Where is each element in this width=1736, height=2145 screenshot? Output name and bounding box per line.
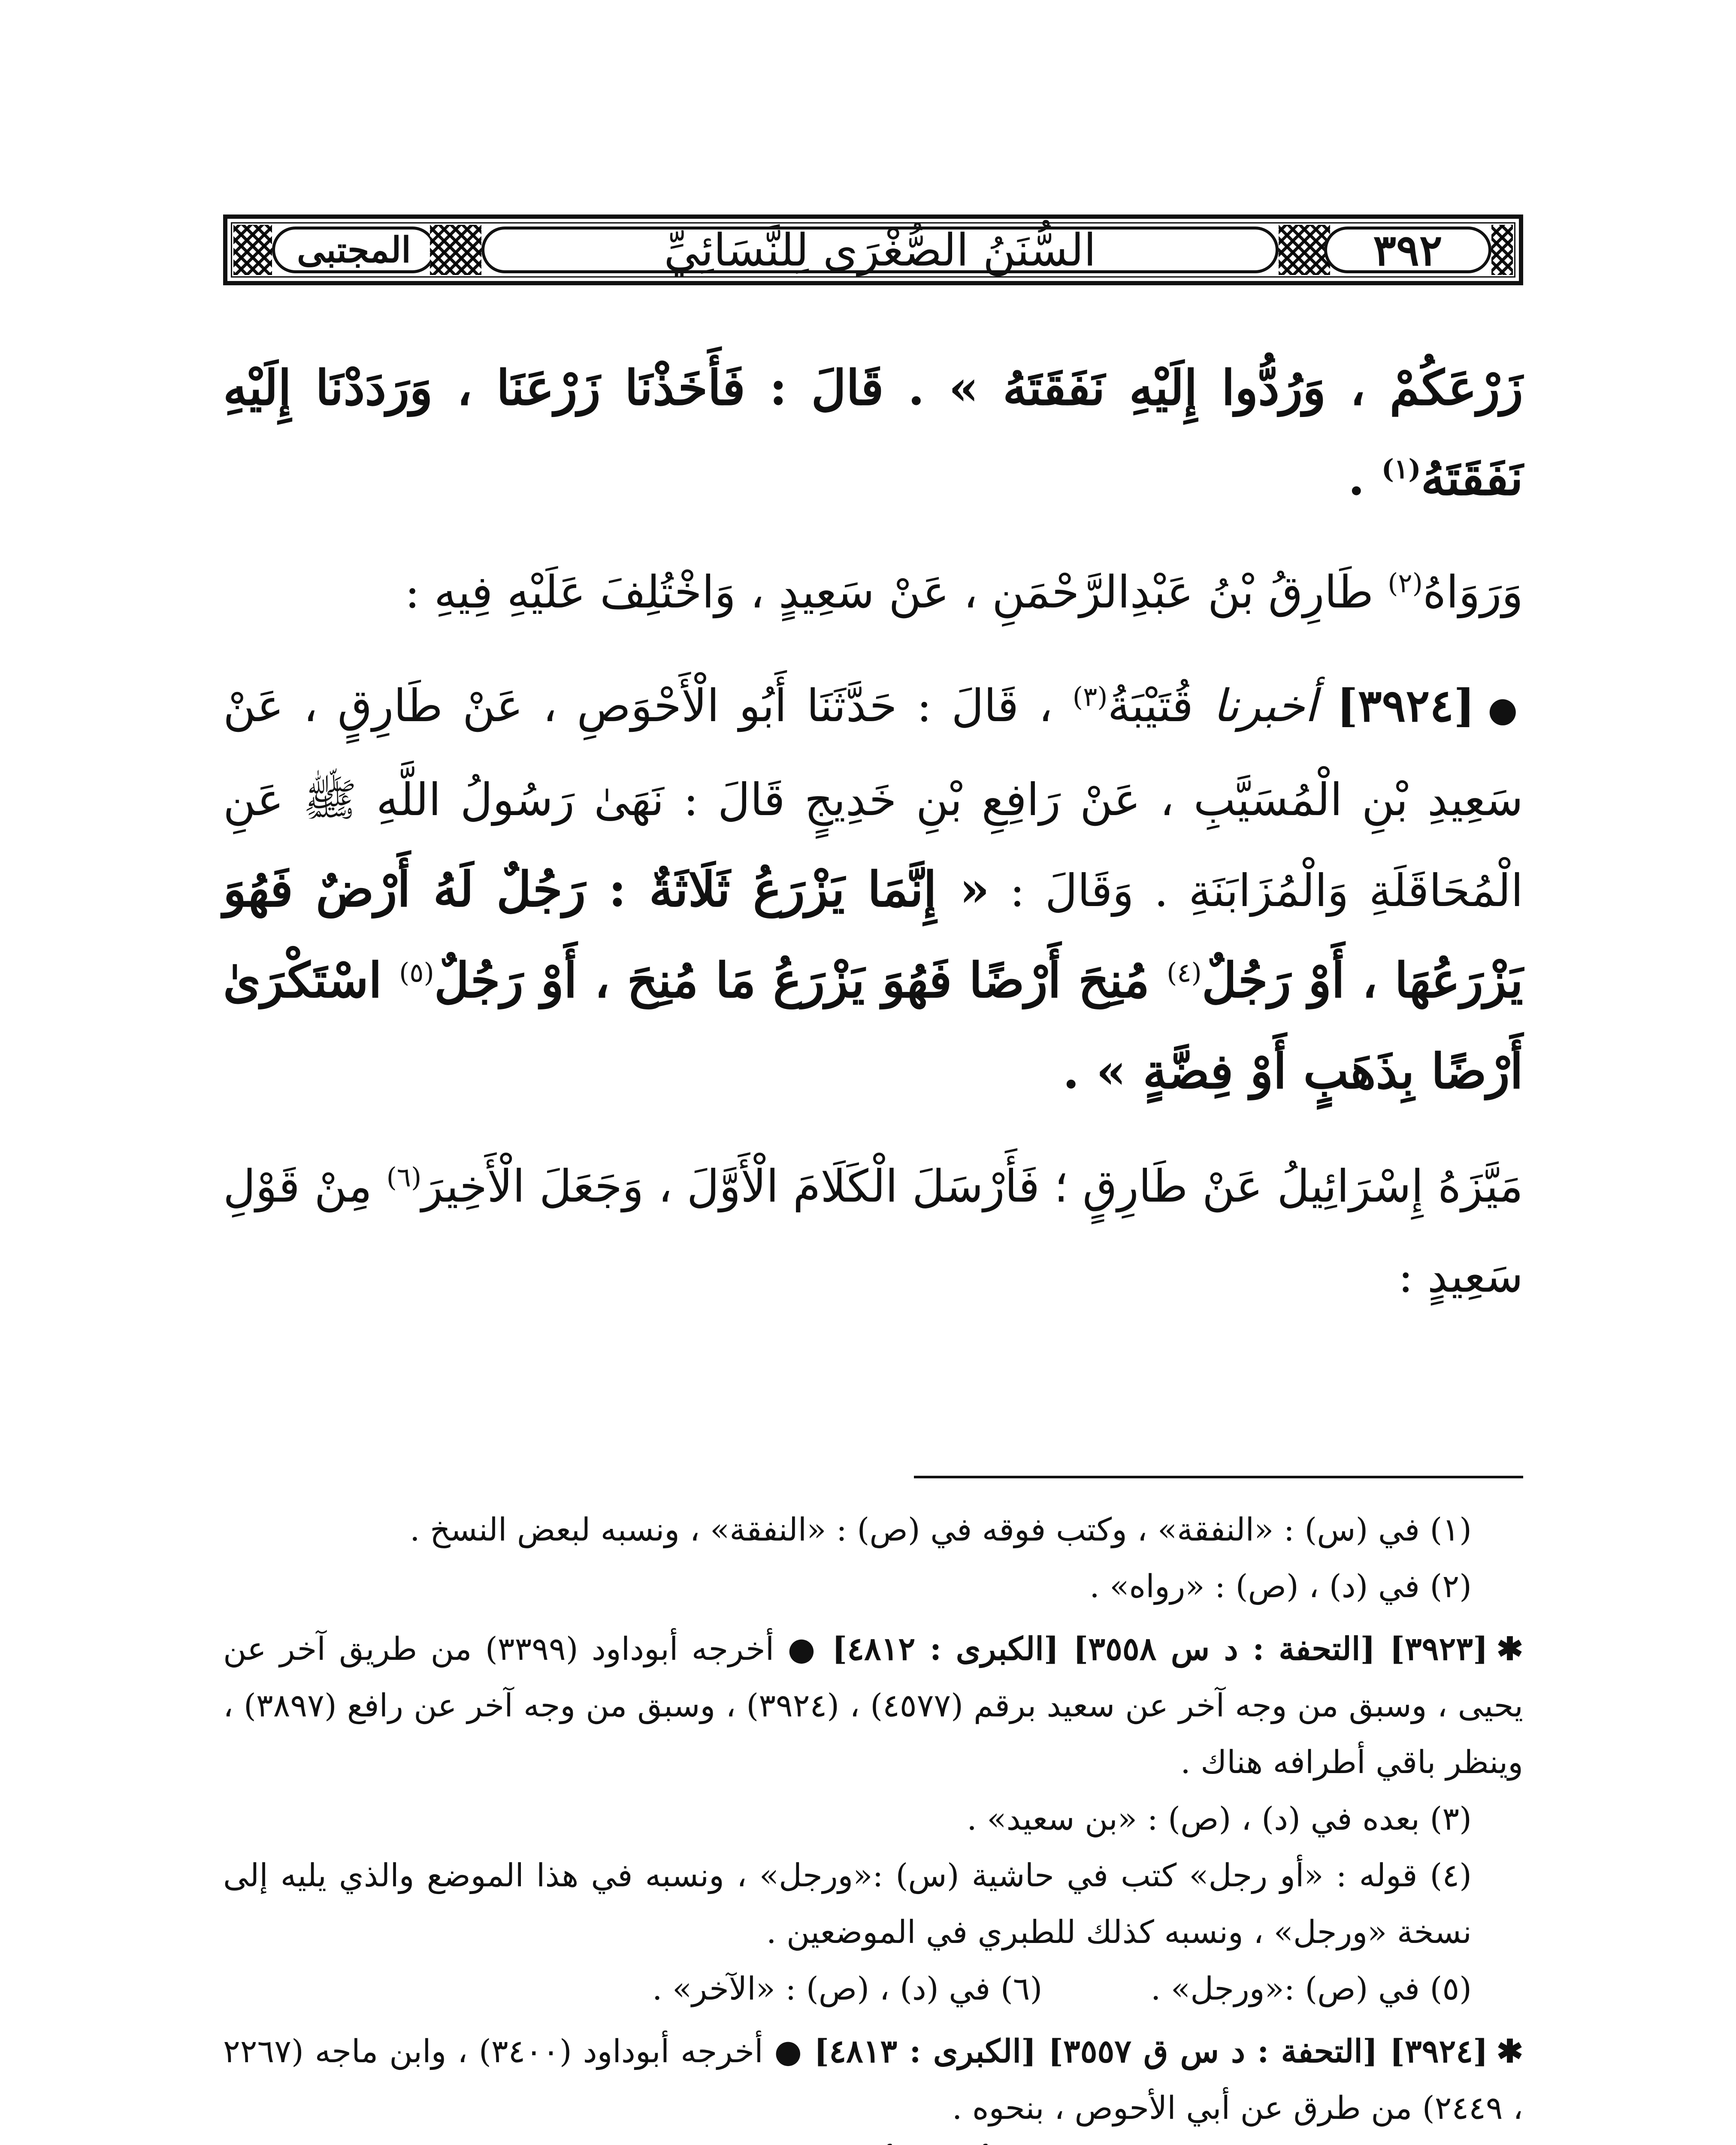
asterisk-icon: ✱ (1496, 1631, 1523, 1668)
main-text (223, 343, 1523, 1345)
footnotes-5-6 (223, 1961, 1523, 2017)
takhrij-3924 (223, 2023, 1523, 2136)
takhrij-3924-text: أخرجه أبوداود (٣٤٠٠) ، وابن ماجه (٢٢٦٧ ، ٢٤٤٩) من طرق عن أبي الأحوص ، بنحوه . (223, 2033, 1523, 2127)
p4-text-a: مَيَّزَهُ إِسْرَائِيلُ عَنْ طَارِقٍ ؛ فَأَرْسَلَ الْكَلَامَ الْأَوَّلَ ، وَجَعَلَ الْأَخِيرَ (421, 1160, 1524, 1212)
book-title: السُّنَنُ الصُّغْرَى لِلنَّسَائِيِّ (664, 224, 1096, 276)
paragraph-1 (223, 343, 1523, 523)
footnote-1: (١) في (س) : «النفقة» ، وكتب فوقه في (ص) : «النفقة» ، ونسبه لبعض النسخ . (410, 1511, 1472, 1548)
footnote-3: (٣) بعده في (د) ، (ص) : «بن سعيد» . (967, 1801, 1472, 1837)
footnote-2: (٢) في (د) ، (ص) : «رواه» . (1089, 1568, 1472, 1605)
footnote-marker-6: (٦) (386, 1161, 422, 1193)
p3-chain: ، قَالَ : حَدَّثَنَا أَبُو الْأَحْوَصِ ، عَنْ طَارِقٍ ، عَنْ سَعِيدِ بْنِ الْمُسَيَّبِ ، عَنْ رَافِعِ بْنِ خَدِيجٍ قَالَ : نَهَىٰ رَسُولُ اللَّهِ ﷺ عَنِ الْمُحَاقَلَةِ وَالْمُزَابَنَةِ . وَقَالَ : (223, 680, 1523, 917)
p2-text-a: وَرَوَاهُ (1422, 566, 1523, 618)
ornament-right-outer (1491, 225, 1513, 275)
asterisk-icon: ✱ (1497, 2033, 1524, 2070)
footnote-divider (914, 1476, 1523, 1478)
ornament-left-outer (233, 225, 272, 275)
p1-text: زَرْعَكُمْ ، وَرُدُّوا إِلَيْهِ نَفَقَتَهُ » . قَالَ : فَأَخَذْنَا زَرْعَنَا ، وَرَدَدْنَا إِلَيْهِ نَفَقَتَهُ (223, 360, 1523, 506)
page-number-cartouche (1324, 224, 1491, 275)
takhrij-3923-text: أخرجه أبوداود (٣٣٩٩) من طريق آخر عن يحيى ، وسبق من وجه آخر عن سعيد برقم (٤٥٧٧) ، (٣٩٢٤) ، وسبق من وجه آخر عن رافع (٣٨٩٧) ، وينظر باقي أطرافه هناك . (223, 1631, 1524, 1781)
takhrij-3923 (223, 1621, 1523, 1791)
footnote-marker-4: (٤) (1167, 957, 1202, 988)
p4-text-b: مِنْ قَوْلِ سَعِيدٍ : (223, 1160, 1523, 1302)
bullet-icon: ● (774, 2033, 803, 2070)
bullet-icon: ● (1488, 689, 1523, 729)
p3-narrator: قُتَيْبَةُ (1107, 680, 1213, 732)
ornament-left-inner (430, 225, 481, 275)
p1-end: . (1348, 450, 1382, 506)
bullet-icon: ● (787, 1631, 819, 1668)
page-number: ٣٩٢ (1373, 224, 1443, 275)
takhrij-3923-ref: [٣٩٢٣] [التحفة : د س ٣٥٥٨] [الكبرى : ٤٨١٢] (832, 1631, 1488, 1668)
takhrij-3924-ref: [٣٩٢٤] [التحفة : د س ق ٣٥٥٧] [الكبرى : ٤٨١٣] (814, 2033, 1488, 2070)
footnote-marker-3: (٣) (1072, 681, 1108, 713)
p3-hadith-2: مُنِحَ أَرْضًا فَهُوَ يَزْرَعُ مَا مُنِحَ ، أَوْ رَجُلٌ (434, 952, 1167, 1009)
title-cartouche (481, 224, 1279, 276)
emblem-cartouche (272, 227, 436, 273)
page-header (223, 214, 1523, 285)
footnote-4: (٤) قوله : «أو رجل» كتب في حاشية (س) :«ورجل» ، ونسبه في هذا الموضع والذي يليه إلى نسخة «ورجل» ، ونسبه كذلك للطبري في الموضعين . (223, 1857, 1472, 1951)
takhrij-3924-quote (223, 2136, 1523, 2145)
ornament-right-inner (1279, 225, 1330, 275)
paragraph-2 (223, 547, 1523, 637)
book-emblem: المجتبى (297, 229, 411, 271)
footnote-6: (٦) في (د) ، (ص) : «الآخر» . (652, 1970, 1043, 2007)
akhbarana-word: أخبرنا (1213, 680, 1317, 732)
footnote-marker-5: (٥) (399, 957, 434, 988)
hadith-3924 (223, 661, 1523, 1118)
hadith-number: [٣٩٢٤] (1337, 679, 1475, 732)
p3-hadith-1: « إِنَّمَا يَزْرَعُ ثَلَاثَةٌ : رَجُلٌ لَهُ أَرْضٌ فَهُوَ يَزْرَعُهَا ، أَوْ رَجُلٌ (223, 861, 1524, 1009)
footnotes (223, 1502, 1523, 2145)
p3-hadith-3: اسْتَكْرَىٰ أَرْضًا بِذَهَبٍ أَوْ فِضَّةٍ » . (223, 952, 1523, 1100)
paragraph-4 (223, 1141, 1523, 1321)
footnote-marker-2: (٢) (1388, 567, 1423, 599)
footnote-marker-1: (١) (1381, 453, 1421, 485)
p2-text-b: طَارِقُ بْنُ عَبْدِالرَّحْمَنِ ، عَنْ سَعِيدٍ ، وَاخْتُلِفَ عَلَيْهِ فِيهِ : (405, 566, 1388, 618)
footnote-5: (٥) في (ص) :«ورجل» . (1150, 1970, 1472, 2007)
